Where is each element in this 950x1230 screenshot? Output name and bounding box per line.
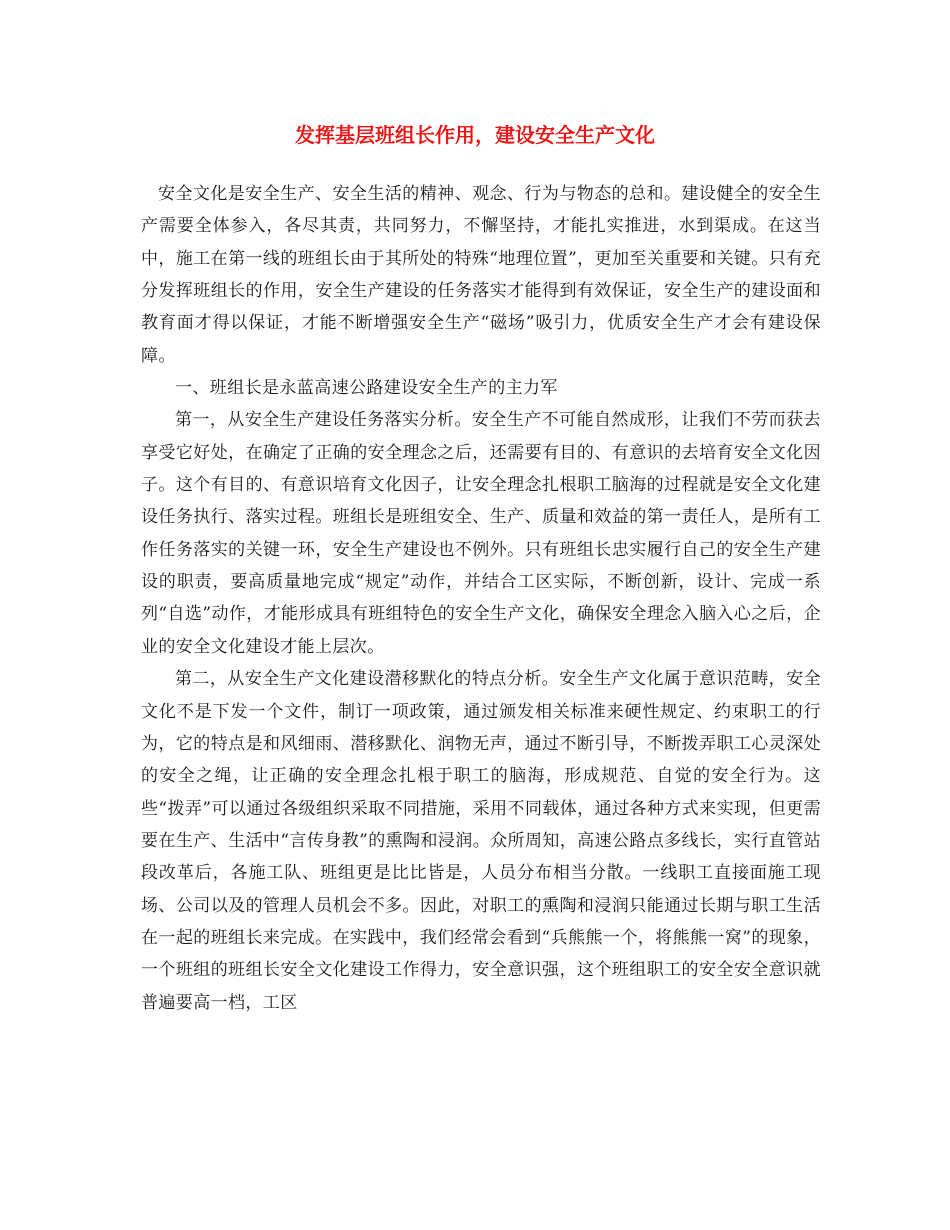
- document-title: 发挥基层班组长作用，建设安全生产文化: [295, 123, 655, 147]
- paragraph-first-point: 第一，从安全生产建设任务落实分析。安全生产不可能自然成形，让我们不劳而获去享受它好处，在确定了正确的安全理念之后，还需要有目的、有意识的去培育安全文化因子。这个有目的、有意识培育文化因子，让安全理念扎根职工脑海的过程就是安全文化建设任务执行、落实过程。班组长是班组安全、生产、质量和效益的第一责任人，是所有工作任务落实的关键一环，安全生产建设也不例外。只有班组长忠实履行自己的安全生产建设的职责，要高质量地完成“规定”动作，并结合工区实际，不断创新，设计、完成一系列“自选”动作，才能形成具有班组特色的安全生产文化，确保安全理念入脑入心之后，企业的安全文化建设才能上层次。: [141, 410, 821, 657]
- document-body: [141, 178, 821, 1019]
- paragraph-intro: 安全文化是安全生产、安全生活的精神、观念、行为与物态的总和。建设健全的安全生产需要全体参入，各尽其责，共同努力，不懈坚持，才能扎实推进，水到渠成。在这当中，施工在第一线的班组长由于其所处的特殊“地理位置”，更加至关重要和关键。只有充分发挥班组长的作用，安全生产建设的任务落实才能得到有效保证，安全生产的建设面和教育面才得以保证，才能不断增强安全生产“磁场”吸引力，优质安全生产才会有建设保障。: [141, 184, 821, 366]
- section-heading-1: 一、班组长是永蓝高速公路建设安全生产的主力军: [175, 378, 558, 399]
- paragraph-second-point: 第二，从安全生产文化建设潜移默化的特点分析。安全生产文化属于意识范畴，安全文化不是下发一个文件，制订一项政策，通过颁发相关标准来硬性规定、约束职工的行为，它的特点是和风细雨、潜移默化、润物无声，通过不断引导，不断拨弄职工心灵深处的安全之绳，让正确的安全理念扎根于职工的脑海，形成规范、自觉的安全行为。这些“拨弄”可以通过各级组织采取不同措施，采用不同载体，通过各种方式来实现，但更需要在生产、生活中“言传身教”的熏陶和浸润。众所周知，高速公路点多线长，实行直管站段改革后，各施工队、班组更是比比皆是，人员分布相当分散。一线职工直接面施工现场、公司以及的管理人员机会不多。因此，对职工的熏陶和浸润只能通过长期与职工生活在一起的班组长来完成。在实践中，我们经常会看到“兵熊熊一个，将熊熊一窝”的现象，一个班组的班组长安全文化建设工作得力，安全意识强，这个班组职工的安全安全意识就普遍要高一档，工区: [141, 669, 821, 1013]
